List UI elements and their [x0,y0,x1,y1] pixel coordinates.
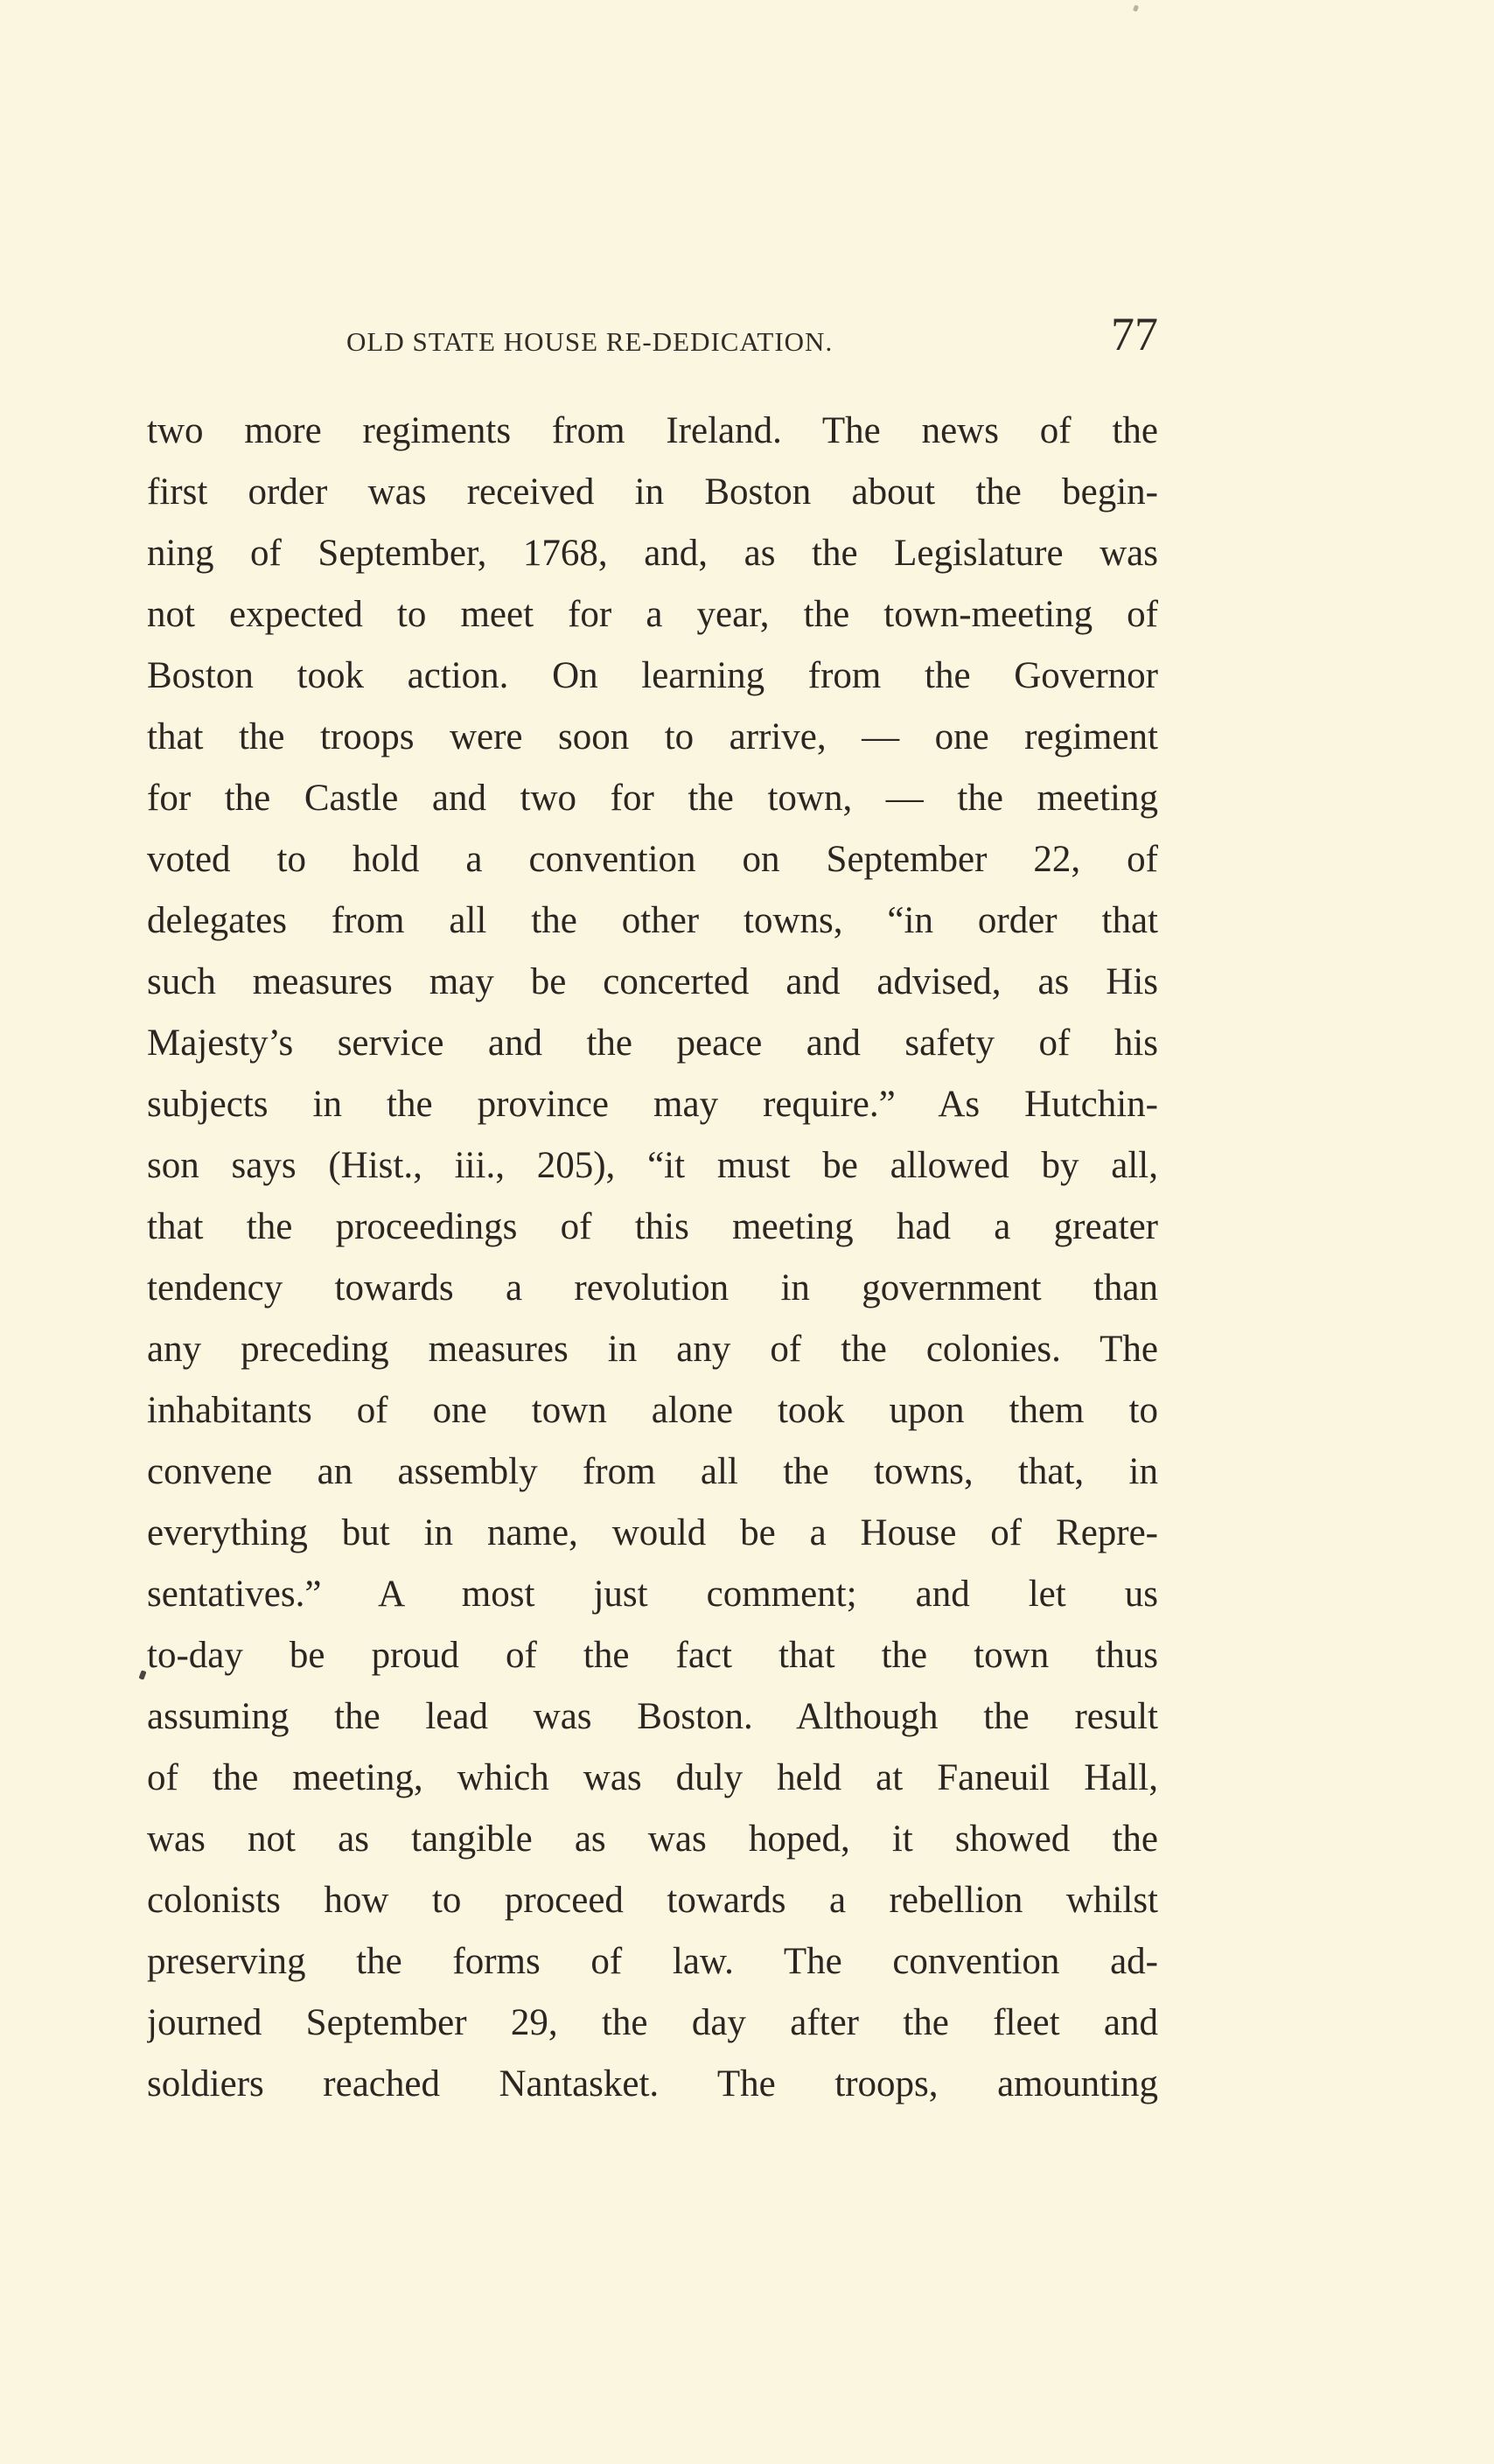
text-line: such measures may be concerted and advised, as His [147,961,1158,1002]
running-head: OLD STATE HOUSE RE-DEDICATION. [346,326,834,357]
text-line: first order was received in Boston about the begin- [147,471,1158,513]
page-number: 77 [1111,308,1158,360]
text-line: of the meeting, which was duly held at Faneuil Hall, [147,1757,1158,1798]
text-line: son says (Hist., iii., 205), “it must be allowed by all, [147,1145,1158,1186]
text-line: two more regiments from Ireland. The news of the [147,410,1158,451]
text-line: not expected to meet for a year, the town-meeting of [147,594,1158,635]
text-line: any preceding measures in any of the colonies. The [147,1329,1158,1370]
ink-speck [138,1670,146,1679]
text-line: journed September 29, the day after the fleet and [147,2002,1158,2043]
text-line: subjects in the province may require.” As Hutchin- [147,1084,1158,1125]
text-line: was not as tangible as was hoped, it showed the [147,1818,1158,1860]
text-line: for the Castle and two for the town, — the meeting [147,778,1158,819]
page-header [147,308,1158,372]
body-text [147,401,1158,2115]
text-line: ning of September, 1768, and, as the Legislature was [147,533,1158,574]
text-line: Majesty’s service and the peace and safety of his [147,1023,1158,1064]
text-line: soldiers reached Nantasket. The troops, amounting [147,2063,1158,2105]
text-line: that the proceedings of this meeting had a greater [147,1206,1158,1247]
text-line: inhabitants of one town alone took upon them to [147,1390,1158,1431]
text-line: that the troops were soon to arrive, — one regiment [147,716,1158,757]
ink-speck [1133,4,1139,11]
text-line: tendency towards a revolution in government than [147,1267,1158,1309]
text-line: voted to hold a convention on September 22, of [147,839,1158,880]
text-line: delegates from all the other towns, “in order that [147,900,1158,941]
text-line: preserving the forms of law. The convention ad- [147,1941,1158,1982]
text-line: to-day be proud of the fact that the town thus [147,1635,1158,1676]
text-line: colonists how to proceed towards a rebellion whilst [147,1880,1158,1921]
text-line: assuming the lead was Boston. Although the result [147,1696,1158,1737]
text-line: convene an assembly from all the towns, that, in [147,1451,1158,1492]
text-line: sentatives.” A most just comment; and let us [147,1574,1158,1615]
text-line: everything but in name, would be a House of Repre- [147,1512,1158,1553]
text-line: Boston took action. On learning from the Governor [147,655,1158,696]
